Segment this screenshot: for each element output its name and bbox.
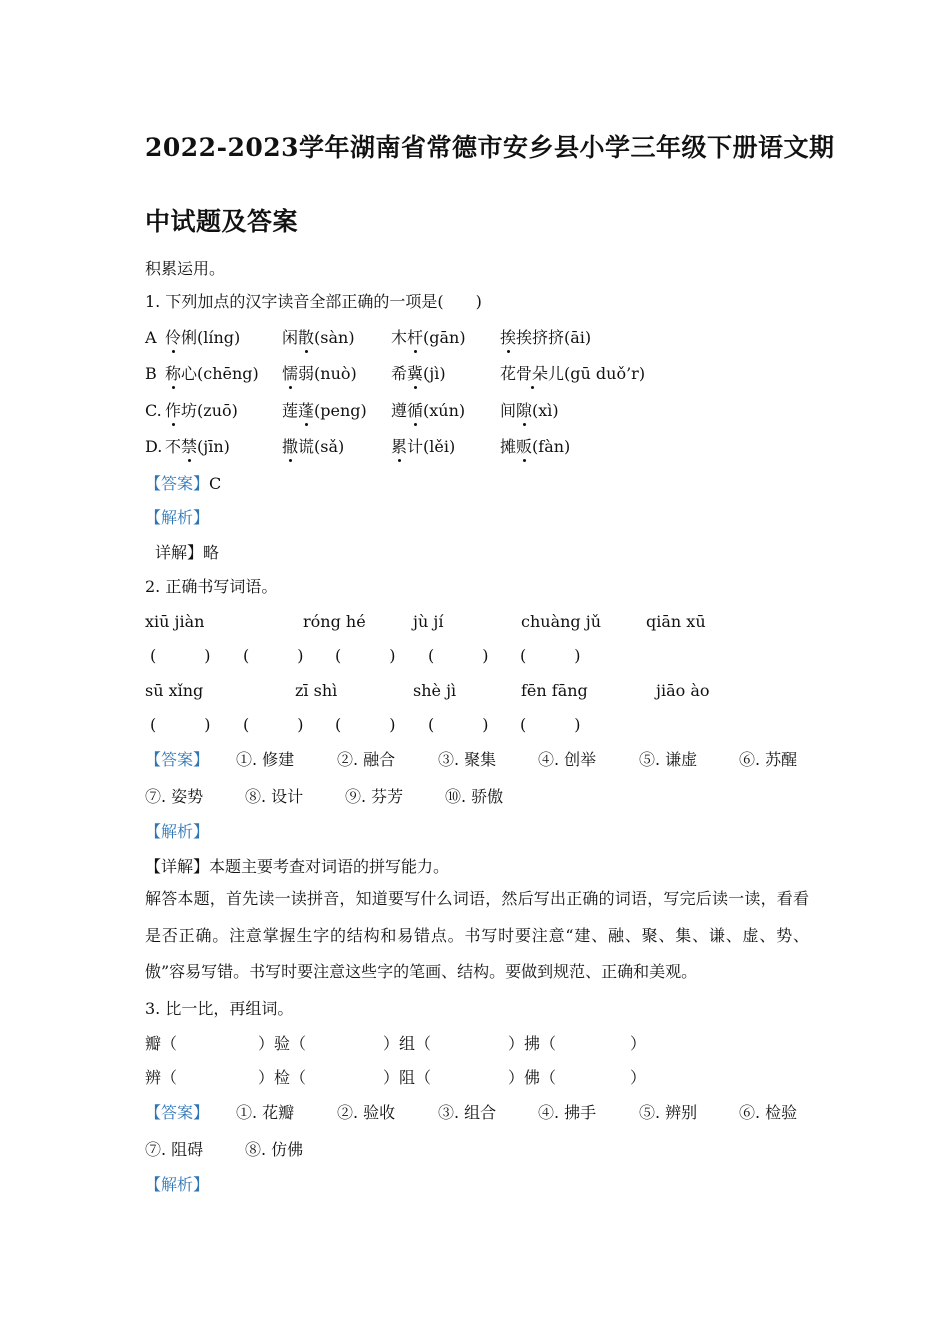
item-text: 闲 [282,328,299,347]
dotted-char: 循 [407,401,424,420]
dotted-char: 挨 [500,328,517,347]
answer-blank: ( ) [150,646,211,665]
answer-item: ⑥. 苏醒 [739,750,798,769]
pinyin-prompt: fēn fāng [521,681,588,700]
item-text: 心(chēng) [181,364,259,383]
item-text: 遵 [391,401,408,420]
q1-option-item [282,401,367,421]
answer-item: ②. 融合 [337,750,396,769]
q1-analysis-tag: 【解析】 [145,508,210,527]
dotted-char: 作 [165,401,182,420]
answer-item: ①. 花瓣 [236,1103,295,1122]
answer-blank: ( ) [428,646,489,665]
q1-option-item [165,401,238,421]
answer-item: ⑦. 阻碍 [145,1140,204,1159]
section-heading: 积累运用。 [145,259,226,278]
item-text: (xì) [532,401,559,420]
answer-blank: ( ) [428,715,489,734]
answer-item: ③. 组合 [438,1103,497,1122]
q1-option-label: B [145,364,157,383]
q1-option-item [165,328,240,348]
compare-cell: ）检（ [258,1068,307,1087]
q1-option-item [500,364,645,384]
item-text: (gān) [423,328,466,347]
q2-detail: 【详解】本题主要考查对词语的拼写能力。 [145,857,450,876]
item-text: 挨挤挤(āi) [516,328,592,347]
item-text: 莲 [282,401,299,420]
item-text: 坊(zuō) [181,401,238,420]
answer-blank: ( ) [150,715,211,734]
pinyin-prompt: róng hé [303,612,366,631]
item-text: (xún) [423,401,466,420]
pinyin-prompt: shè jì [413,681,457,700]
q1-stem: 1. 下列加点的汉字读音全部正确的一项是( ) [145,292,482,311]
answer-item: ⑤. 谦虚 [639,750,698,769]
item-text: (jīn) [197,437,230,456]
item-text: 弱(nuò) [298,364,357,383]
dotted-char: 懦 [282,364,299,383]
dotted-char: 杆 [407,328,424,347]
item-text: 谎(sǎ) [298,437,345,456]
answer-blank: ( ) [243,646,304,665]
item-text: 儿(gū duǒ’r) [548,364,646,383]
pinyin-prompt: zī shì [295,681,338,700]
answer-item: ②. 验收 [337,1103,396,1122]
item-text: 希 [391,364,408,383]
q2-answer-tag: 【答案】 [145,750,210,769]
answer-item: ①. 修建 [236,750,295,769]
dotted-char: 隙 [516,401,533,420]
q2-explanation: 解答本题，首先读一读拼音，知道要写什么词语，然后写出正确的词语，写完后读一读，看看是否正确。注意掌握生字的结构和易错点。书写时要注意“建、融、聚、集、谦、虚、势、傲”容易写错。书写时要注意这些字的笔画、结构。要做到规范、正确和美观。 [145,889,809,981]
q1-option-item [391,364,446,384]
compare-cell: ）验（ [258,1034,307,1053]
q1-option-label: D. [145,437,163,456]
q1-option-item [165,437,230,457]
q1-answer-tag: 【答案】C [145,474,222,493]
q1-detail: 详解】略 [155,543,220,562]
q1-option-item [165,364,259,384]
item-text: 计(lěi) [407,437,456,456]
answer-item: ③. 聚集 [438,750,497,769]
q2-answer-line-1 [145,750,209,770]
q1-option-label: A [145,328,157,347]
item-text: 花 [500,364,517,383]
q1-option-item [391,328,466,348]
q2-analysis-tag: 【解析】 [145,822,210,841]
item-text: 不 [165,437,182,456]
q1-option-item [282,328,355,348]
item-text: 木 [391,328,408,347]
dotted-char: 蓬 [298,401,315,420]
answer-item: ⑧. 仿佛 [245,1140,304,1159]
answer-blank: ( ) [520,715,581,734]
compare-cell: ）阻（ [383,1068,432,1087]
pinyin-prompt: chuàng jǔ [521,612,602,631]
q2-stem: 2. 正确书写词语。 [145,577,278,596]
q3-analysis-tag: 【解析】 [145,1175,210,1194]
compare-cell: 辨（ [145,1068,178,1087]
answer-item: ⑩. 骄傲 [445,787,504,806]
answer-item: ⑨. 芬芳 [345,787,404,806]
answer-blank: ( ) [335,646,396,665]
item-text: (peng) [314,401,367,420]
item-text: 摊 [500,437,517,456]
item-text: (sàn) [314,328,355,347]
pinyin-prompt: qiān xū [646,612,706,631]
compare-cell: ） [630,1068,647,1087]
q1-option-item [391,437,455,457]
q1-option-item [500,437,570,457]
compare-cell: ）拂（ [508,1034,557,1053]
item-text: (jì) [423,364,446,383]
dotted-char: 贩 [516,437,533,456]
answer-item: ④. 创举 [538,750,597,769]
dotted-char: 骨朵 [516,364,549,383]
item-text: (fàn) [532,437,571,456]
q1-option-item [500,401,559,421]
pinyin-prompt: xiū jiàn [145,612,205,631]
compare-cell: 瓣（ [145,1034,178,1053]
answer-blank: ( ) [335,715,396,734]
page-title-line-2: 中试题及答案 [145,207,299,236]
q1-option-item [391,401,465,421]
q1-option-item [500,328,591,348]
answer-item: ⑤. 辨别 [639,1103,698,1122]
answer-item: ⑧. 设计 [245,787,304,806]
compare-cell: ） [630,1034,647,1053]
q3-answer-tag: 【答案】 [145,1103,210,1122]
page-title-line-1: 2022-2023学年湖南省常德市安乡县小学三年级下册语文期 [145,133,835,162]
pinyin-prompt: sū xǐng [145,681,204,700]
dotted-char: 累 [391,437,408,456]
compare-cell: ）佛（ [508,1068,557,1087]
answer-item: ④. 拂手 [538,1103,597,1122]
compare-cell: ）组（ [383,1034,432,1053]
q1-option-label: C. [145,401,162,420]
q1-answer-value: C [209,474,222,493]
q1-option-item [282,364,357,384]
dotted-char: 散 [298,328,315,347]
dotted-char: 称 [165,364,182,383]
answer-blank: ( ) [520,646,581,665]
answer-item: ⑥. 检验 [739,1103,798,1122]
item-text: 间 [500,401,517,420]
pinyin-prompt: jiāo ào [656,681,710,700]
dotted-char: 禁 [181,437,198,456]
answer-blank: ( ) [243,715,304,734]
dotted-char: 冀 [407,364,424,383]
q1-option-item [282,437,344,457]
q3-stem: 3. 比一比，再组词。 [145,999,294,1018]
answer-item: ⑦. 姿势 [145,787,204,806]
dotted-char: 伶 [165,328,182,347]
item-text: 俐(líng) [181,328,241,347]
dotted-char: 撒 [282,437,299,456]
pinyin-prompt: jù jí [413,612,444,631]
